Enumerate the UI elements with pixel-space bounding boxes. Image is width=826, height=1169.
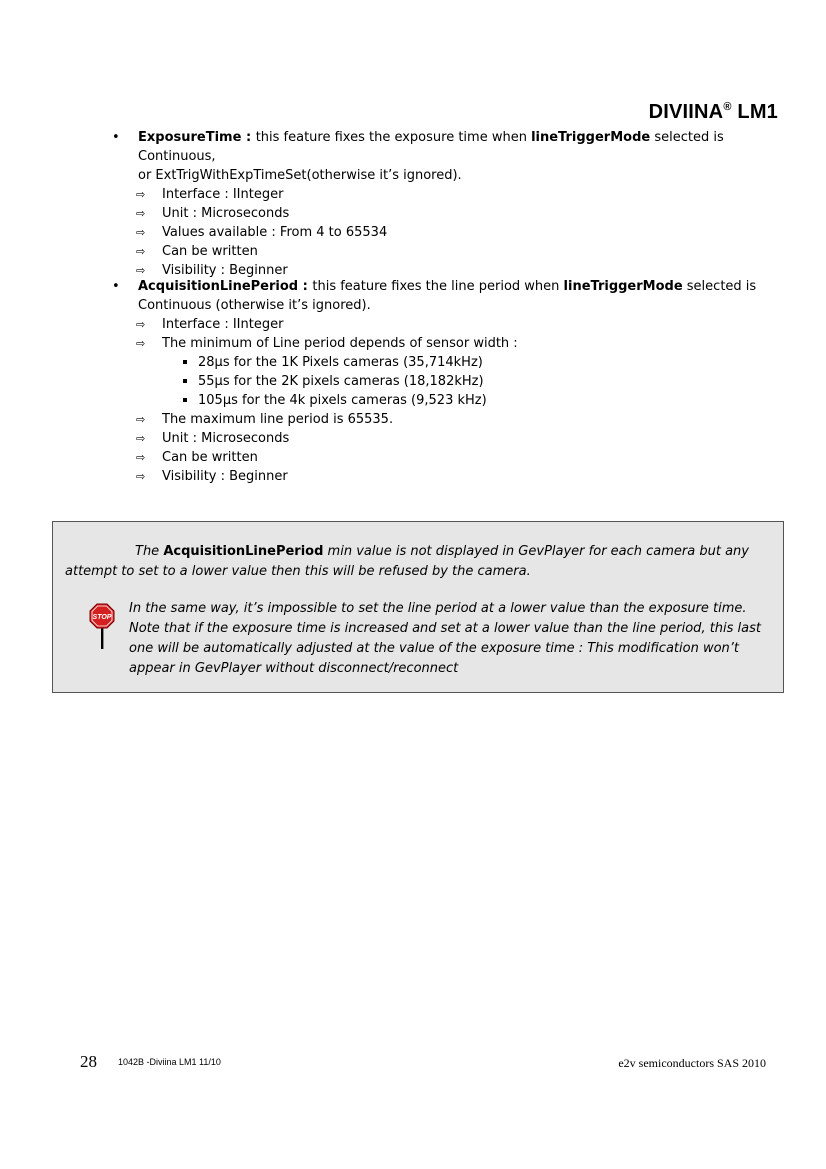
arrow-right-icon: ⇨ (136, 451, 146, 464)
list-item (110, 204, 790, 223)
item-text: Can be written (162, 450, 258, 465)
feature-name: AcquisitionLinePeriod (138, 279, 299, 294)
list-item (110, 334, 790, 353)
note-paragraph (129, 599, 779, 679)
sub-list-item (110, 353, 790, 372)
feature-name: ExposureTime (138, 130, 242, 145)
square-bullet-icon (183, 398, 187, 402)
note-text: Note that if the exposure time is increased and set at a lower value than the line period, this last one will be automatically adjusted at the value of the exposure time : This modification won’t appear in GevPlayer without disconnect/reconnect (129, 621, 762, 676)
note-text: min value is not displayed in GevPlayer for each camera but any attempt to set to a lower value then this will be refused by the camera. (65, 544, 749, 579)
list-item (110, 242, 790, 261)
description-text: this feature fixes the exposure time when (255, 130, 532, 145)
arrow-right-icon: ⇨ (136, 432, 146, 445)
description-text: or ExtTrigWithExpTimeSet(otherwise it’s ignored). (138, 168, 462, 183)
separator: : (241, 130, 256, 145)
item-text: Unit : Microseconds (162, 206, 290, 221)
bullet-icon: • (112, 279, 120, 294)
page-number: 28 (80, 1052, 97, 1071)
sub-list-item (110, 391, 790, 410)
exposure-time-section (110, 128, 790, 280)
separator: : (298, 279, 313, 294)
stop-sign-label: STOP (92, 614, 112, 621)
arrow-right-icon: ⇨ (136, 413, 146, 426)
item-text: 105µs for the 4k pixels cameras (9,523 kHz) (198, 393, 487, 408)
description-text: selected is Continuous, (138, 130, 724, 164)
note-text: The (135, 544, 164, 559)
note-text: In the same way, it’s impossible to set the line period at a lower value than the exposure time. (129, 601, 747, 616)
description-text: selected is (682, 279, 757, 294)
arrow-right-icon: ⇨ (136, 470, 146, 483)
square-bullet-icon (183, 360, 187, 364)
line-period-description (110, 277, 790, 315)
item-text: Values available : From 4 to 65534 (162, 225, 388, 240)
document-title (649, 101, 778, 124)
item-text: 28µs for the 1K Pixels cameras (35,714kHz) (198, 355, 483, 370)
item-text: Interface : IInteger (162, 187, 284, 202)
item-text: The maximum line period is 65535. (162, 412, 394, 427)
arrow-right-icon: ⇨ (136, 188, 146, 201)
square-bullet-icon (183, 379, 187, 383)
item-text: Interface : IInteger (162, 317, 284, 332)
line-period-section (110, 277, 790, 486)
list-item (110, 448, 790, 467)
list-item (110, 185, 790, 204)
list-item (110, 429, 790, 448)
item-text: 55µs for the 2K pixels cameras (18,182kHz) (198, 374, 484, 389)
list-item (110, 223, 790, 242)
document-reference: 1042B -Diviina LM1 11/10 (118, 1057, 221, 1067)
item-text: Visibility : Beginner (162, 263, 288, 278)
item-text: The minimum of Line period depends of sensor width : (162, 336, 518, 351)
title-model: LM1 (731, 101, 778, 123)
registered-mark: ® (723, 101, 732, 113)
description-text: Continuous (otherwise it’s ignored). (138, 298, 371, 313)
list-item (110, 410, 790, 429)
arrow-right-icon: ⇨ (136, 318, 146, 331)
sub-list-item (110, 372, 790, 391)
arrow-right-icon: ⇨ (136, 226, 146, 239)
description-text: this feature fixes the line period when (312, 279, 564, 294)
item-text: Unit : Microseconds (162, 431, 290, 446)
arrow-right-icon: ⇨ (136, 264, 146, 277)
feature-name: AcquisitionLinePeriod (163, 544, 324, 559)
item-text: Can be written (162, 244, 258, 259)
list-item (110, 467, 790, 486)
exposure-time-description (110, 128, 790, 185)
bullet-icon: • (112, 130, 120, 145)
company-name: e2v semiconductors SAS 2010 (618, 1056, 766, 1070)
item-text: Visibility : Beginner (162, 469, 288, 484)
title-text: DIVIINA (648, 101, 724, 123)
stop-sign-icon (89, 603, 115, 649)
mode-name: lineTriggerMode (531, 130, 651, 145)
arrow-right-icon: ⇨ (136, 207, 146, 220)
list-item (110, 315, 790, 334)
arrow-right-icon: ⇨ (136, 245, 146, 258)
note-box (52, 521, 784, 693)
note-paragraph (65, 542, 777, 582)
arrow-right-icon: ⇨ (136, 337, 146, 350)
mode-name: lineTriggerMode (563, 279, 683, 294)
